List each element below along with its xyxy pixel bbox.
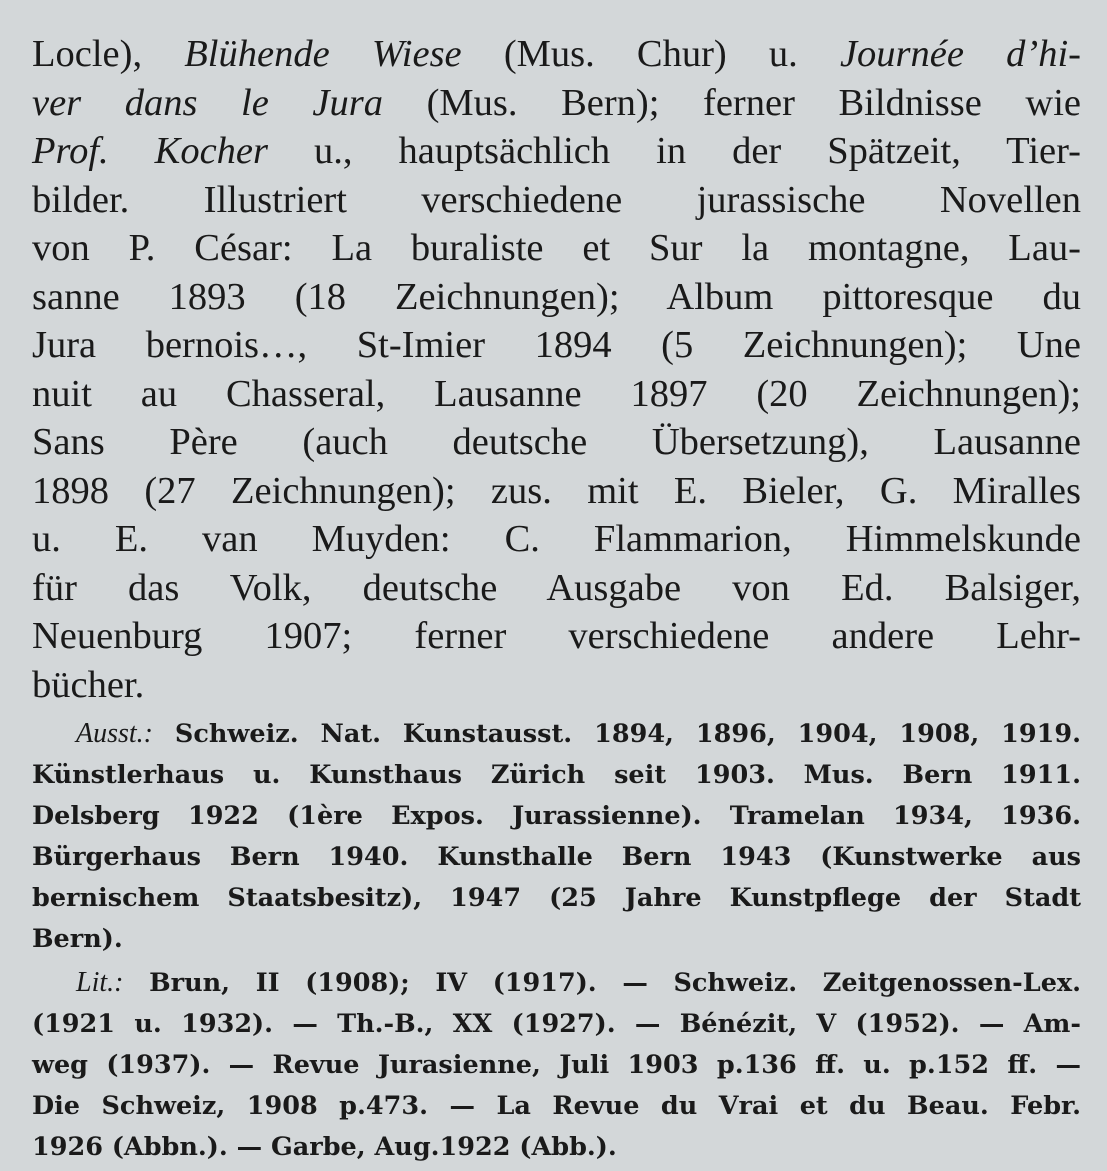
exhibitions-section bbox=[32, 713, 1081, 960]
main-line-2: ver dans le Jura (Mus. Bern); ferner Bildnisse wie bbox=[32, 81, 1081, 124]
lit-line-2: (1921 u. 1932). — Th.-B., XX (1927). — Bénézit, V (1952). — Am- bbox=[32, 1009, 1081, 1039]
lit-label: Lit.: bbox=[76, 967, 124, 998]
main-line-10: 1898 (27 Zeichnungen); zus. mit E. Bieler, G. Miralles bbox=[32, 469, 1081, 512]
main-paragraph bbox=[32, 30, 1081, 709]
main-line-5: von P. César: La buraliste et Sur la montagne, Lau- bbox=[32, 227, 1081, 269]
main-line-12: für das Volk, deutsche Ausgabe von Ed. Balsiger, bbox=[32, 566, 1081, 609]
lit-line-4: Die Schweiz, 1908 p.473. — La Revue du Vrai et du Beau. Febr. bbox=[32, 1091, 1081, 1121]
ausst-line-1: Ausst.: Schweiz. Nat. Kunstausst. 1894, 1896, 1904, 1908, 1919. bbox=[76, 718, 1081, 749]
ausst-line-5: bernischem Staatsbesitz), 1947 (25 Jahre Kunstpflege der Stadt bbox=[32, 883, 1081, 913]
lit-line-1: Lit.: Brun, II (1908); IV (1917). — Schweiz. Zeitgenossen-Lex. bbox=[76, 967, 1081, 998]
ausst-line-2: Künstlerhaus u. Kunsthaus Zürich seit 1903. Mus. Bern 1911. bbox=[32, 760, 1081, 790]
ausst-line-4: Bürgerhaus Bern 1940. Kunsthalle Bern 1943 (Kunstwerke aus bbox=[32, 842, 1081, 872]
ausst-line-3: Delsberg 1922 (1ère Expos. Jurassienne). Tramelan 1934, 1936. bbox=[32, 801, 1081, 831]
literature-section bbox=[32, 962, 1081, 1168]
main-line-6: sanne 1893 (18 Zeichnungen); Album pittoresque du bbox=[32, 275, 1081, 318]
main-line-13: Neuenburg 1907; ferner verschiedene andere Lehr- bbox=[32, 615, 1081, 657]
main-line-8: nuit au Chasseral, Lausanne 1897 (20 Zeichnungen); bbox=[32, 372, 1081, 415]
main-line-3: Prof. Kocher u., hauptsächlich in der Spätzeit, Tier- bbox=[32, 130, 1082, 172]
main-line-11: u. E. van Muyden: C. Flammarion, Himmelskunde bbox=[32, 518, 1081, 560]
main-line-7: Jura bernois…, St-Imier 1894 (5 Zeichnungen); Une bbox=[32, 324, 1081, 366]
main-line-9: Sans Père (auch deutsche Übersetzung), Lausanne bbox=[32, 421, 1081, 463]
ausst-label: Ausst.: bbox=[76, 718, 153, 749]
main-line-4: bilder. Illustriert verschiedene jurassische Novellen bbox=[32, 178, 1081, 221]
main-line-1: Locle), Blühende Wiese (Mus. Chur) u. Journée d’hi- bbox=[32, 33, 1081, 75]
lit-line-5: 1926 (Abbn.). — Garbe, Aug.1922 (Abb.). bbox=[32, 1132, 617, 1162]
lit-line-3: weg (1937). — Revue Jurasienne, Juli 1903 p.136 ff. u. p.152 ff. — bbox=[32, 1050, 1081, 1080]
main-line-14: bücher. bbox=[32, 663, 145, 706]
ausst-line-6: Bern). bbox=[32, 924, 123, 954]
